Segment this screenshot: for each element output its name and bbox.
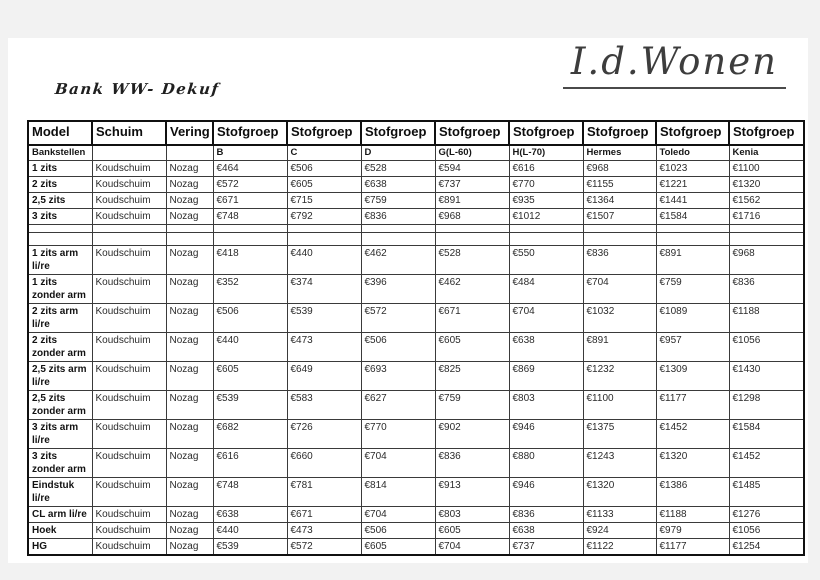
cell-price-4: €836 [509,507,583,523]
cell-price-7: €1100 [729,161,804,177]
cell-price-5: €1155 [583,177,656,193]
cell-price-1: €473 [287,333,361,362]
cell-vering: Nozag [166,246,213,275]
cell-model: 1 zits arm li/re [28,246,92,275]
cell-price-6: €1441 [656,193,729,209]
cell-price-0: €440 [213,523,287,539]
cell-price-2: €693 [361,362,435,391]
cell-price-6: €1584 [656,209,729,225]
cell-vering: Nozag [166,333,213,362]
column-header-3: Stofgroep [213,121,287,145]
cell-price-1: €572 [287,539,361,556]
table-row [28,420,804,449]
table-row [28,478,804,507]
column-header-9: Stofgroep [656,121,729,145]
cell-price-6: €1309 [656,362,729,391]
table-row [28,161,804,177]
cell-price-1: €440 [287,246,361,275]
cell-price-7: €1320 [729,177,804,193]
cell-price-1: €726 [287,420,361,449]
cell-vering: Nozag [166,193,213,209]
cell-schuim: Koudschuim [92,478,166,507]
cell-price-1: €539 [287,304,361,333]
cell-price-7: €1056 [729,523,804,539]
cell-price-3: €737 [435,177,509,193]
subheader-cell-5: D [361,145,435,161]
cell-price-5: €1122 [583,539,656,556]
table-row [28,523,804,539]
cell-price-4: €869 [509,362,583,391]
cell-schuim: Koudschuim [92,161,166,177]
cell-vering: Nozag [166,523,213,539]
cell-price-3: €594 [435,161,509,177]
cell-price-2: €605 [361,539,435,556]
cell-price-4: €638 [509,523,583,539]
cell-schuim: Koudschuim [92,539,166,556]
cell-price-2: €396 [361,275,435,304]
subheader-cell-10: Kenia [729,145,804,161]
cell-price-0: €748 [213,478,287,507]
table-row [28,333,804,362]
cell-price-3: €528 [435,246,509,275]
cell-price-6: €1386 [656,478,729,507]
table-row [28,507,804,523]
cell-price-0: €572 [213,177,287,193]
cell-schuim: Koudschuim [92,362,166,391]
cell-price-1 [287,225,361,233]
cell-model [28,233,92,246]
cell-price-1: €649 [287,362,361,391]
cell-vering: Nozag [166,478,213,507]
cell-price-4: €737 [509,539,583,556]
cell-price-6: €957 [656,333,729,362]
cell-model: 2,5 zits arm li/re [28,362,92,391]
cell-price-3: €605 [435,333,509,362]
cell-schuim: Koudschuim [92,507,166,523]
cell-price-0: €616 [213,449,287,478]
cell-model: 2 zits arm li/re [28,304,92,333]
cell-schuim: Koudschuim [92,304,166,333]
table-row [28,391,804,420]
cell-vering: Nozag [166,304,213,333]
table-head [28,121,804,161]
subheader-cell-1 [92,145,166,161]
cell-model: Hoek [28,523,92,539]
cell-price-0: €605 [213,362,287,391]
cell-price-7: €968 [729,246,804,275]
cell-price-7: €1188 [729,304,804,333]
cell-price-3: €671 [435,304,509,333]
column-header-6: Stofgroep [435,121,509,145]
cell-price-7: €1430 [729,362,804,391]
cell-model: CL arm li/re [28,507,92,523]
cell-schuim: Koudschuim [92,209,166,225]
cell-schuim: Koudschuim [92,193,166,209]
column-header-4: Stofgroep [287,121,361,145]
cell-price-6: €759 [656,275,729,304]
cell-price-2: €814 [361,478,435,507]
cell-price-5: €836 [583,246,656,275]
cell-price-7: €1276 [729,507,804,523]
cell-price-2: €627 [361,391,435,420]
cell-price-2: €836 [361,209,435,225]
cell-price-7 [729,233,804,246]
cell-vering [166,225,213,233]
cell-price-7: €1452 [729,449,804,478]
cell-price-5: €1375 [583,420,656,449]
cell-price-0: €506 [213,304,287,333]
cell-schuim [92,225,166,233]
cell-model [28,225,92,233]
document-title: Bank WW- Dekuf [54,80,221,98]
cell-price-2: €528 [361,161,435,177]
cell-price-4: €935 [509,193,583,209]
cell-price-0: €440 [213,333,287,362]
cell-price-7: €1298 [729,391,804,420]
cell-schuim: Koudschuim [92,177,166,193]
cell-price-7: €1056 [729,333,804,362]
cell-price-6: €1089 [656,304,729,333]
cell-model: 1 zits zonder arm [28,275,92,304]
cell-price-5: €1243 [583,449,656,478]
cell-vering: Nozag [166,420,213,449]
cell-model: 2 zits [28,177,92,193]
cell-price-2: €704 [361,449,435,478]
subheader-cell-4: C [287,145,361,161]
column-header-7: Stofgroep [509,121,583,145]
cell-price-1: €473 [287,523,361,539]
cell-price-6: €891 [656,246,729,275]
cell-model: 1 zits [28,161,92,177]
cell-vering: Nozag [166,507,213,523]
column-header-10: Stofgroep [729,121,804,145]
cell-price-2: €572 [361,304,435,333]
table-row [28,209,804,225]
table-row [28,304,804,333]
cell-price-1: €605 [287,177,361,193]
cell-price-4: €484 [509,275,583,304]
cell-price-2 [361,233,435,246]
cell-schuim: Koudschuim [92,391,166,420]
cell-price-1: €660 [287,449,361,478]
cell-price-0: €539 [213,539,287,556]
cell-vering: Nozag [166,161,213,177]
cell-price-3: €462 [435,275,509,304]
cell-price-3: €759 [435,391,509,420]
cell-price-1: €715 [287,193,361,209]
cell-price-4: €616 [509,161,583,177]
cell-price-3: €704 [435,539,509,556]
cell-price-0: €682 [213,420,287,449]
cell-schuim: Koudschuim [92,420,166,449]
cell-price-6: €1452 [656,420,729,449]
cell-price-3: €836 [435,449,509,478]
cell-price-3: €605 [435,523,509,539]
cell-price-0: €671 [213,193,287,209]
cell-price-6: €1023 [656,161,729,177]
cell-price-2 [361,225,435,233]
cell-price-7: €1254 [729,539,804,556]
cell-price-7: €1584 [729,420,804,449]
cell-price-6: €979 [656,523,729,539]
cell-price-5: €891 [583,333,656,362]
cell-price-1: €781 [287,478,361,507]
cell-model: 2,5 zits zonder arm [28,391,92,420]
cell-model: 3 zits arm li/re [28,420,92,449]
table-row [28,449,804,478]
cell-schuim: Koudschuim [92,333,166,362]
brand-logo: I.d.Wonen [563,40,786,89]
cell-price-5: €1133 [583,507,656,523]
cell-price-7: €1562 [729,193,804,209]
table-row [28,246,804,275]
cell-vering: Nozag [166,362,213,391]
cell-price-4: €946 [509,478,583,507]
cell-price-4: €880 [509,449,583,478]
cell-model: 3 zits [28,209,92,225]
cell-price-2: €759 [361,193,435,209]
cell-price-7: €836 [729,275,804,304]
table-row [28,539,804,556]
cell-price-6 [656,233,729,246]
cell-price-0: €352 [213,275,287,304]
cell-schuim: Koudschuim [92,246,166,275]
cell-price-6: €1188 [656,507,729,523]
cell-price-4 [509,225,583,233]
cell-price-3: €902 [435,420,509,449]
cell-price-2: €462 [361,246,435,275]
column-header-8: Stofgroep [583,121,656,145]
cell-price-0: €464 [213,161,287,177]
cell-price-4: €946 [509,420,583,449]
cell-price-4: €638 [509,333,583,362]
cell-price-0: €638 [213,507,287,523]
table-row [28,193,804,209]
column-header-5: Stofgroep [361,121,435,145]
cell-price-3: €825 [435,362,509,391]
cell-price-6: €1177 [656,391,729,420]
cell-schuim: Koudschuim [92,523,166,539]
cell-price-4: €1012 [509,209,583,225]
cell-model: HG [28,539,92,556]
cell-vering: Nozag [166,209,213,225]
cell-schuim: Koudschuim [92,275,166,304]
cell-price-1 [287,233,361,246]
cell-price-5: €1320 [583,478,656,507]
cell-price-1: €506 [287,161,361,177]
cell-price-0 [213,225,287,233]
cell-price-3: €803 [435,507,509,523]
cell-price-5: €968 [583,161,656,177]
cell-schuim [92,233,166,246]
table-body [28,161,804,556]
column-header-1: Schuim [92,121,166,145]
subheader-cell-0: Bankstellen [28,145,92,161]
cell-price-6 [656,225,729,233]
cell-price-5: €1032 [583,304,656,333]
column-header-0: Model [28,121,92,145]
cell-price-0 [213,233,287,246]
cell-price-7: €1485 [729,478,804,507]
cell-price-5: €1507 [583,209,656,225]
subheader-cell-6: G(L-60) [435,145,509,161]
cell-price-2: €770 [361,420,435,449]
cell-price-2: €704 [361,507,435,523]
table-row [28,233,804,246]
cell-price-1: €792 [287,209,361,225]
cell-vering: Nozag [166,275,213,304]
cell-vering: Nozag [166,539,213,556]
cell-price-1: €671 [287,507,361,523]
cell-vering [166,233,213,246]
header-row [28,121,804,145]
cell-vering: Nozag [166,449,213,478]
cell-price-4: €550 [509,246,583,275]
cell-schuim: Koudschuim [92,449,166,478]
cell-price-7 [729,225,804,233]
cell-model: 3 zits zonder arm [28,449,92,478]
cell-price-5: €1364 [583,193,656,209]
price-table [27,120,805,556]
subheader-row [28,145,804,161]
subheader-cell-2 [166,145,213,161]
cell-price-3: €968 [435,209,509,225]
cell-price-3: €891 [435,193,509,209]
subheader-cell-3: B [213,145,287,161]
cell-price-2: €506 [361,523,435,539]
cell-model: 2 zits zonder arm [28,333,92,362]
table-row [28,177,804,193]
cell-price-5 [583,225,656,233]
cell-price-4: €770 [509,177,583,193]
document-sheet [8,38,808,563]
cell-vering: Nozag [166,391,213,420]
cell-price-4: €704 [509,304,583,333]
cell-price-5: €704 [583,275,656,304]
column-header-2: Vering [166,121,213,145]
cell-price-1: €374 [287,275,361,304]
cell-price-4 [509,233,583,246]
cell-price-6: €1320 [656,449,729,478]
cell-price-5: €1232 [583,362,656,391]
cell-price-0: €418 [213,246,287,275]
cell-price-5: €1100 [583,391,656,420]
table-row [28,362,804,391]
cell-price-5 [583,233,656,246]
cell-price-1: €583 [287,391,361,420]
subheader-cell-8: Hermes [583,145,656,161]
cell-price-2: €506 [361,333,435,362]
cell-price-3 [435,225,509,233]
cell-vering: Nozag [166,177,213,193]
table-row [28,275,804,304]
cell-price-4: €803 [509,391,583,420]
cell-price-6: €1221 [656,177,729,193]
subheader-cell-7: H(L-70) [509,145,583,161]
cell-model: 2,5 zits [28,193,92,209]
cell-price-2: €638 [361,177,435,193]
cell-price-6: €1177 [656,539,729,556]
cell-price-0: €539 [213,391,287,420]
cell-price-3 [435,233,509,246]
table-row [28,225,804,233]
cell-price-5: €924 [583,523,656,539]
cell-price-7: €1716 [729,209,804,225]
cell-price-0: €748 [213,209,287,225]
subheader-cell-9: Toledo [656,145,729,161]
cell-price-3: €913 [435,478,509,507]
cell-model: Eindstuk li/re [28,478,92,507]
